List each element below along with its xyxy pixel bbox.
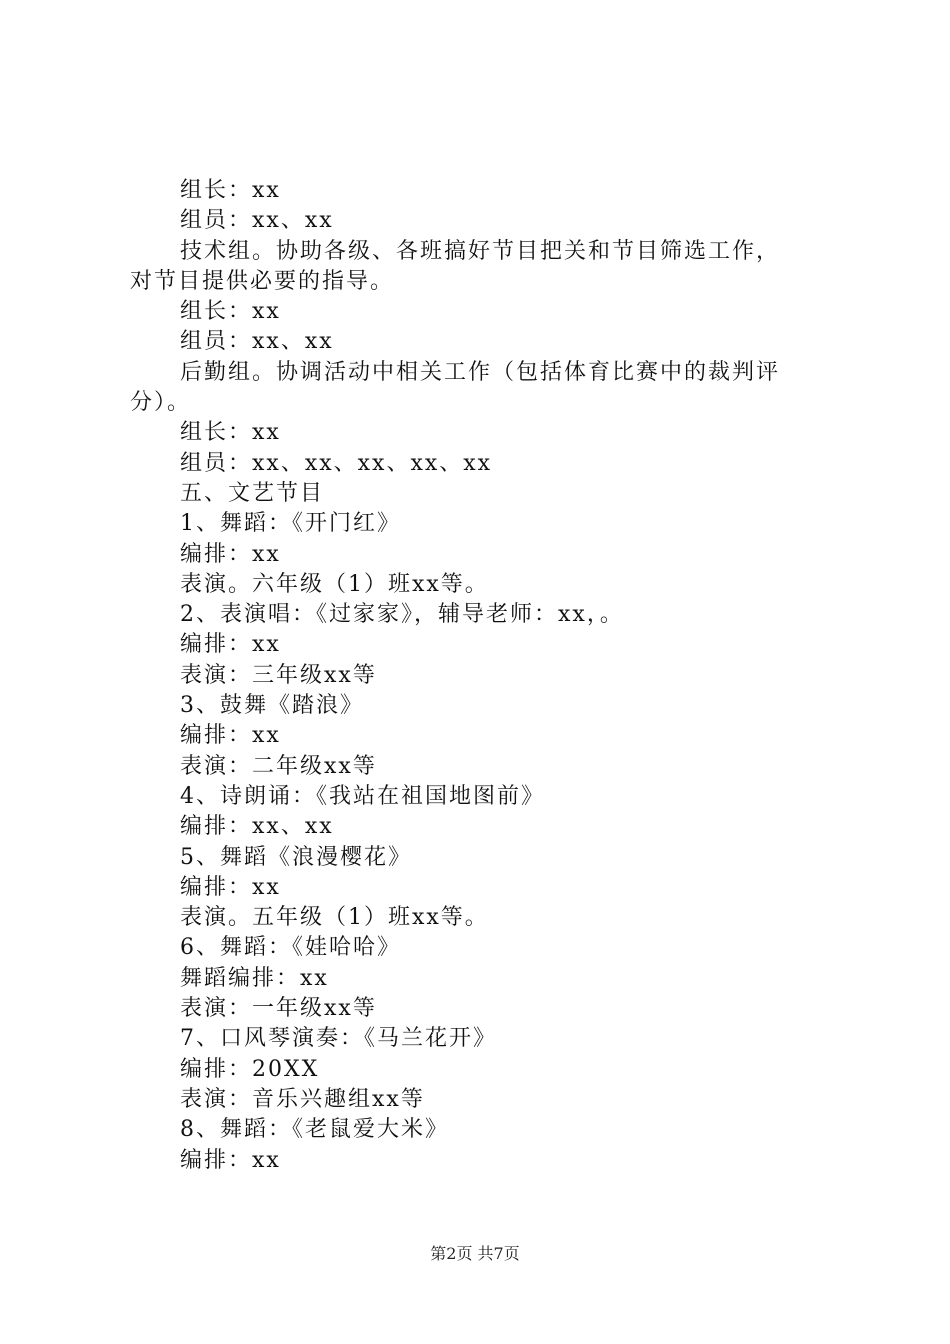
text-line: 表演：二年级xx等 <box>180 753 377 779</box>
text-line: 7、口风琴演奏：《马兰花开》 <box>180 1026 497 1052</box>
text-line: 后勤组。协调活动中相关工作（包括体育比赛中的裁判评 <box>180 359 781 385</box>
text-line: 编排：xx <box>180 541 281 567</box>
text-line: 表演：音乐兴趣组xx等 <box>180 1086 425 1112</box>
text-line: 2、表演唱：《过家家》，辅导老师：xx，。 <box>180 602 624 628</box>
text-line: 表演。五年级（1）班xx等。 <box>180 905 489 931</box>
text-line: 组员：xx、xx、xx、xx、xx <box>180 450 493 476</box>
text-line: 表演。六年级（1）班xx等。 <box>180 571 489 597</box>
text-line: 组长：xx <box>180 299 281 325</box>
text-line: 组员：xx、xx <box>180 329 334 355</box>
page-number: 第2页 共7页 <box>430 1244 520 1263</box>
text-line: 组长：xx <box>180 178 281 203</box>
text-line: 表演：三年级xx等 <box>180 662 377 688</box>
text-line: 编排：xx <box>180 1147 281 1173</box>
text-line: 舞蹈编排：xx <box>180 965 329 991</box>
text-line: 6、舞蹈：《娃哈哈》 <box>180 935 401 961</box>
text-line: 对节目提供必要的指导。 <box>130 268 395 294</box>
text-line: 5、舞蹈《浪漫樱花》 <box>180 844 412 870</box>
text-line: 3、鼓舞《踏浪》 <box>180 693 364 719</box>
text-line: 4、诗朗诵：《我站在祖国地图前》 <box>180 783 545 809</box>
text-line: 编排：xx <box>180 723 281 749</box>
text-line: 1、舞蹈：《开门红》 <box>180 511 401 537</box>
text-line: 编排：xx、xx <box>180 814 334 840</box>
text-line: 组长：xx <box>180 420 281 446</box>
document-body <box>130 176 830 1176</box>
text-line: 编排：xx <box>180 632 281 658</box>
text-line: 编排：20XX <box>180 1056 320 1082</box>
page-footer <box>0 1241 950 1264</box>
text-line: 技术组。协助各级、各班搞好节目把关和节目筛选工作， <box>180 238 781 264</box>
text-line: 分）。 <box>130 390 192 416</box>
text-line: 五、文艺节目 <box>180 480 325 506</box>
text-line: 编排：xx <box>180 874 281 900</box>
text-line: 8、舞蹈：《老鼠爱大米》 <box>180 1117 449 1143</box>
text-line: 表演：一年级xx等 <box>180 996 377 1022</box>
text-line: 组员：xx、xx <box>180 208 334 234</box>
